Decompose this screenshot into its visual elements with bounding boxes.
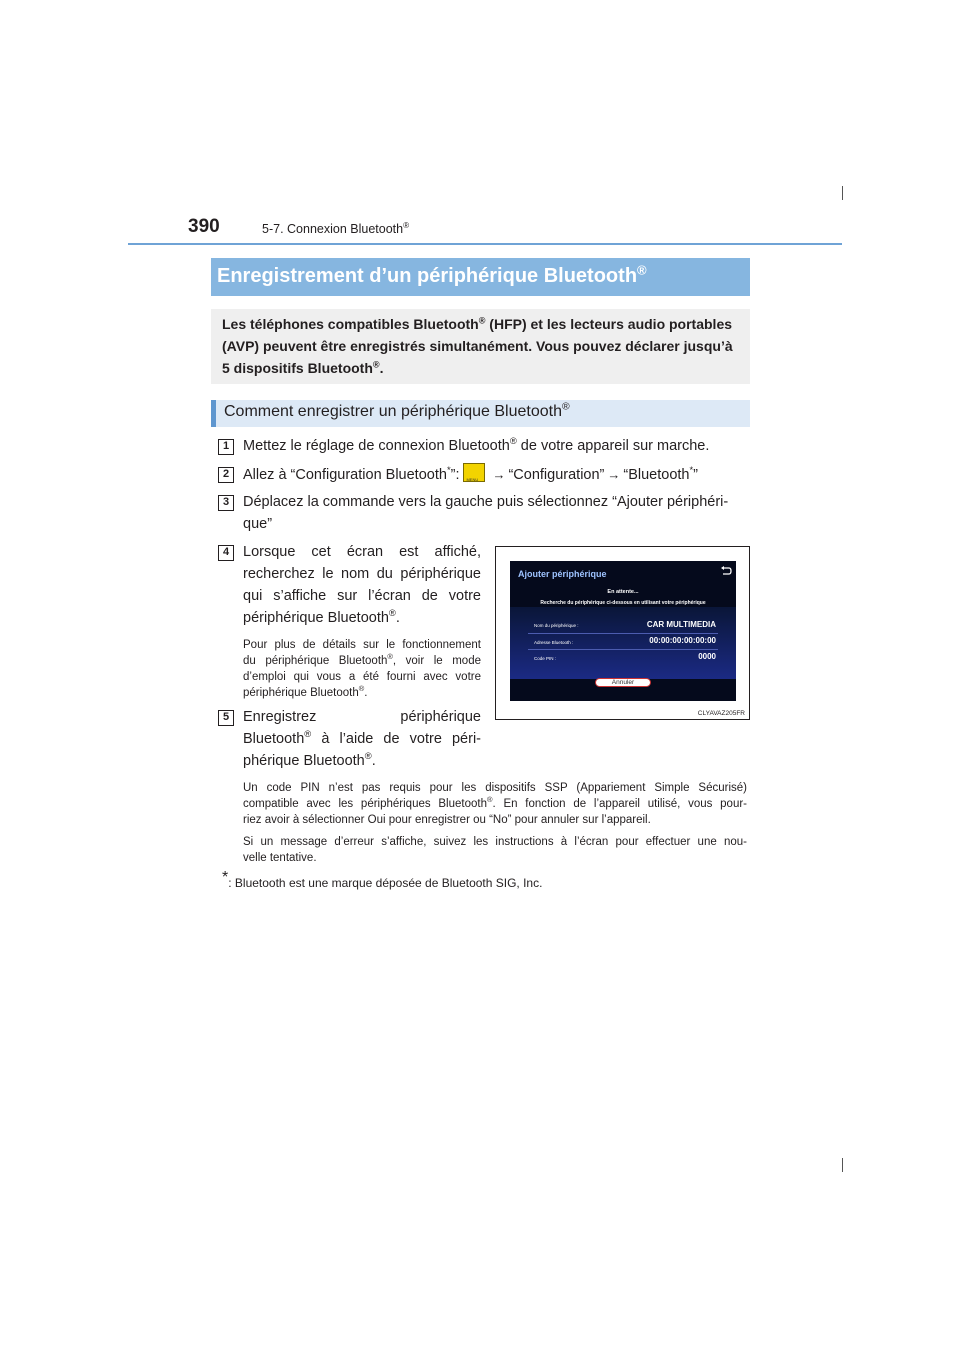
page-number: 390 (188, 216, 220, 237)
registered-mark: ® (403, 220, 410, 230)
note-part: périphérique Bluetooth (243, 687, 359, 699)
step-text-part: périphérique Bluetooth (243, 610, 389, 626)
header-rule (128, 243, 842, 245)
intro-line: (HFP) et les lecteurs audio portables (485, 316, 733, 332)
step-text-part: “Bluetooth (623, 467, 690, 483)
step-number-3: 3 (218, 495, 234, 511)
registered-mark: ® (478, 315, 486, 326)
device-name-value: CAR MULTIMEDIA (646, 620, 716, 629)
subheading-bar (211, 400, 750, 427)
note-part: . En fonction de l’appareil utilisé, vous pour- (492, 798, 747, 810)
figure-code: CLYAVAZ205FR (697, 710, 745, 717)
menu-button-label: MENU (466, 477, 479, 482)
arrow-right-icon: → (607, 467, 621, 482)
step-5-note (243, 780, 747, 866)
back-icon (720, 566, 732, 576)
asterisk: * (689, 464, 694, 476)
step-2-text (243, 463, 698, 486)
crop-mark-bottom (842, 1158, 843, 1172)
step-text-line: recherchez le nom du périphérique (243, 566, 481, 582)
registered-mark: ® (561, 401, 570, 413)
note-part: du périphérique Bluetooth (243, 655, 388, 667)
step-3-text (243, 491, 748, 535)
registered-mark: ® (364, 750, 372, 762)
intro-line: 5 dispositifs Bluetooth (222, 360, 373, 376)
step-text-part: de votre appareil sur marche. (516, 438, 710, 454)
note-part: , voir le mode (392, 655, 481, 667)
step-1-text (243, 435, 709, 457)
step-text-part: Bluetooth (243, 731, 305, 747)
row-divider (528, 633, 718, 634)
step-4-text (243, 541, 481, 629)
main-title-bar (211, 258, 750, 296)
step-number-2: 2 (218, 467, 234, 483)
registered-mark: ® (372, 359, 380, 370)
step-text-line: Lorsque cet écran est affiché, (243, 544, 481, 560)
registered-mark: ® (509, 435, 517, 447)
intro-line: (AVP) peuvent être enregistrés simultanément. Vous pouvez déclarer jusqu’à (222, 338, 733, 354)
note-line: riez avoir à sélectionner Oui pour enregistrer ou “No” pour annuler sur l’appareil. (243, 814, 651, 826)
step-number-4: 4 (218, 545, 234, 561)
crop-mark-top (842, 186, 843, 200)
asterisk: * (446, 464, 451, 476)
step-text-part: “Configuration” (508, 467, 605, 483)
step-text-line: Enregistrez périphérique (243, 709, 481, 725)
asterisk: * (222, 869, 229, 886)
step-text-part: ” (693, 467, 699, 483)
registered-mark: ® (304, 728, 312, 740)
row-divider (528, 649, 718, 650)
footnote (222, 869, 543, 890)
registered-mark: ® (637, 262, 647, 278)
step-text-line: que” (243, 516, 273, 532)
main-title (217, 262, 647, 288)
footnote-text: : Bluetooth est une marque déposée de Bluetooth SIG, Inc. (228, 876, 543, 890)
step-text-line: Déplacez la commande vers la gauche puis sélectionnez “Ajouter périphéri- (243, 494, 729, 510)
screen-illustration (495, 546, 750, 720)
step-number-1: 1 (218, 439, 234, 455)
subheading-text: Comment enregistrer un périphérique Bluetooth (224, 403, 562, 420)
address-value: 00:00:00:00:00:00 (649, 636, 716, 645)
note-line: Si un message d’erreur s’affiche, suivez les instructions à l’écran pour effectuer une nou- (243, 836, 747, 848)
arrow-right-icon: → (492, 467, 506, 482)
intro-box (211, 309, 750, 384)
registered-mark: ® (486, 795, 493, 805)
step-text-part: ”: (450, 467, 460, 483)
pin-value: 0000 (698, 652, 716, 661)
step-text-part: . (395, 610, 400, 626)
menu-button-icon (463, 463, 485, 482)
intro-text (222, 313, 742, 379)
registered-mark: ® (358, 684, 365, 694)
note-line: d’emploi qui vous a été fourni avec votre (243, 671, 481, 683)
step-text-part: Mettez le réglage de connexion Bluetooth (243, 438, 510, 454)
device-name-label: Nom du périphérique : (534, 623, 579, 628)
search-message: Recherche du périphérique ci-dessous en utilisant votre périphérique (540, 600, 706, 606)
step-text-part: Allez à “Configuration Bluetooth (243, 467, 447, 483)
section-title: 5-7. Connexion Bluetooth (262, 222, 404, 236)
step-text-part: phérique Bluetooth (243, 753, 365, 769)
registered-mark: ® (388, 607, 396, 619)
subheading (224, 403, 570, 421)
intro-line: . (379, 360, 384, 376)
display-screen (510, 561, 736, 701)
step-text-part: . (371, 753, 376, 769)
note-line: Pour plus de détails sur le fonctionnement (243, 639, 481, 651)
note-part: compatible avec les périphériques Bluetooth (243, 798, 487, 810)
section-reference (262, 222, 409, 236)
waiting-message: En attente... (607, 589, 639, 595)
step-4-note (243, 637, 481, 701)
step-5-text (243, 706, 481, 772)
note-line: Un code PIN n’est pas requis pour les dispositifs SSP (Appariement Simple Sécurisé) (243, 782, 747, 794)
cancel-button[interactable]: Annuler (595, 678, 651, 687)
step-text-part: à l’aide de votre péri- (311, 731, 481, 747)
note-line: velle tentative. (243, 852, 317, 864)
address-label: Adresse Bluetooth : (534, 640, 574, 645)
pin-label: Code PIN : (534, 656, 557, 661)
note-part: . (364, 687, 368, 699)
screen-title: Ajouter périphérique (518, 569, 607, 579)
step-text-line: qui s’affiche sur l’écran de votre (243, 588, 481, 604)
step-number-5: 5 (218, 710, 234, 726)
main-title-text: Enregistrement d’un périphérique Bluetooth (217, 265, 638, 287)
intro-line: Les téléphones compatibles Bluetooth (222, 316, 479, 332)
registered-mark: ® (387, 652, 393, 662)
